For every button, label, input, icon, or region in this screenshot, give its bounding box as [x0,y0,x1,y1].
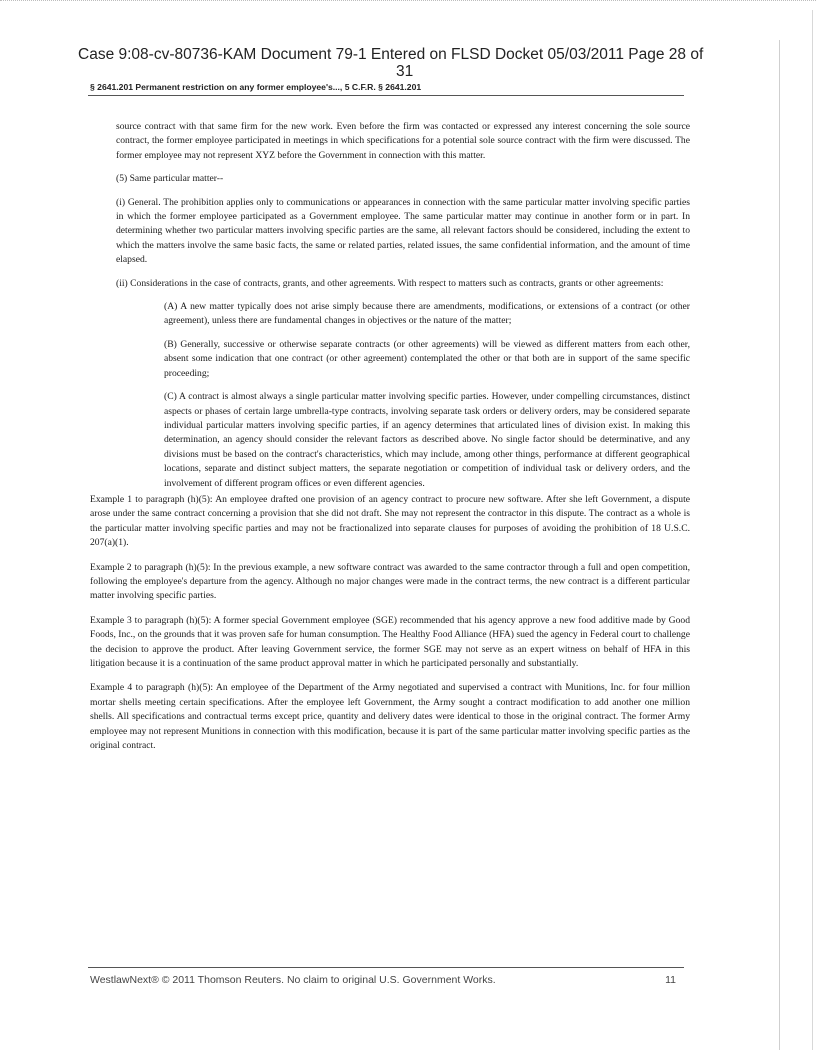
stamp-line-1: Case 9:08-cv-80736-KAM Document 79-1 Entered on FLSD Docket 05/03/2011 Page 28 of [78,46,704,63]
document-body [90,120,690,763]
citation-header: § 2641.201 Permanent restriction on any former employee's..., 5 C.F.R. § 2641.201 [90,82,422,92]
paragraph-continuation: source contract with that same firm for the new work. Even before the firm was contacted or expressed any interest concerning the sole source contract, the former employee participated in meetings in which specifications for a potential sole source contract with the firm were discussed. The former employee may not represent XYZ before the Government in connection with this matter. [116,121,690,161]
subparagraph-b: (B) Generally, successive or otherwise separate contracts (or other agreements) will be viewed as different matters from each other, absent some indication that one contract (or other agreement) contemplated the other or that both are in support of the same specific proceeding; [164,338,690,379]
court-filing-stamp [78,46,738,80]
example-4: Example 4 to paragraph (h)(5): An employee of the Department of the Army negotiated and supervised a contract with Munitions, Inc. for four million mortar shells meeting certain specifications. After the employee left Government, the Army sought a contract modification to add another one million shells. All specifications and contractual terms except price, quantity and delivery dates were identical to those in the original contract. The former Army employee may not represent Munitions in connection with this modification, because it is part of the same particular matter involving specific parties as the original contract. [90,682,690,752]
page-footer [90,974,684,986]
examples-section [90,493,690,754]
header-rule [88,95,684,96]
subparagraph-list [116,300,690,491]
example-2: Example 2 to paragraph (h)(5): In the previous example, a new software contract was awarded to the same contractor through a full and open competition, following the employee's departure from the agency. Although no major changes were made in the contract terms, the new contract is a different particular matter involving specific parties. [90,561,690,602]
example-1: Example 1 to paragraph (h)(5): An employee drafted one provision of an agency contract to procure new software. After she left Government, a dispute arose under the same contract concerning a provision that she did not draft. She may not represent the contractor in this dispute. The contract as a whole is the particular matter involving specific parties and may not be fractionalized into separate clauses for purposes of avoiding the prohibition of 18 U.S.C. 207(a)(1). [90,493,690,549]
scan-edge-top [0,0,816,7]
subparagraph-c: (C) A contract is almost always a single particular matter involving specific parties. However, under compelling circumstances, distinct aspects or phases of certain large umbrella-type contracts, involving separate task orders or delivery orders, may be considered separate individual particular matters involving specific parties, if an agency determines that articulated lines of division exist. In making this determination, an agency should consider the relevant factors as described above. No single factor should be determinative, and any divisions must be based on the contract's characteristics, which may include, among other things, performance at different geographical locations, separate and distinct subject matters, the separate negotiation or competition of individual task or delivery orders, and the involvement of different program offices or even different agencies. [164,391,690,489]
paragraph-considerations: (ii) Considerations in the case of contracts, grants, and other agreements. With respect to matters such as contracts, grants or other agreements: [116,277,664,289]
footer-rule [88,967,684,968]
paragraph-general: (i) General. The prohibition applies only to communications or appearances in connection with the same particular matter involving specific parties in which the former employee participated as a Government employee. The same particular matter may continue in another form or in part. In determining whether two particular matters involving specific parties are the same, all relevant factors should be considered, including the extent to which the matters involve the same basic facts, the same or related parties, related issues, the same confidential information, and the amount of time elapsed. [116,196,690,266]
stamp-line-2: 31 [396,63,414,80]
example-3: Example 3 to paragraph (h)(5): A former special Government employee (SGE) recommended that his agency approve a new food additive made by Good Foods, Inc., on the grounds that it was proven safe for human consumption. The Healthy Food Alliance (HFA) sued the agency in Federal court to challenge the decision to approve the product. After leaving Government service, the former SGE may not serve as an expert witness on behalf of HFA in this litigation because it is a continuation of the same product approval matter in which he participated personally and substantially. [90,614,690,669]
page-number: 11 [665,974,676,986]
copyright-notice: WestlawNext® © 2011 Thomson Reuters. No claim to original U.S. Government Works. [90,974,496,986]
subparagraph-a: (A) A new matter typically does not arise simply because there are amendments, modifications, or extensions of a contract (or other agreement), unless there are fundamental changes in objectives or the nature of the matter; [164,301,690,327]
scan-edge-right-outer [812,10,813,1050]
paragraph-same-particular-matter: (5) Same particular matter-- [116,173,224,185]
regulation-section [90,120,690,491]
scan-edge-right [779,40,780,1050]
